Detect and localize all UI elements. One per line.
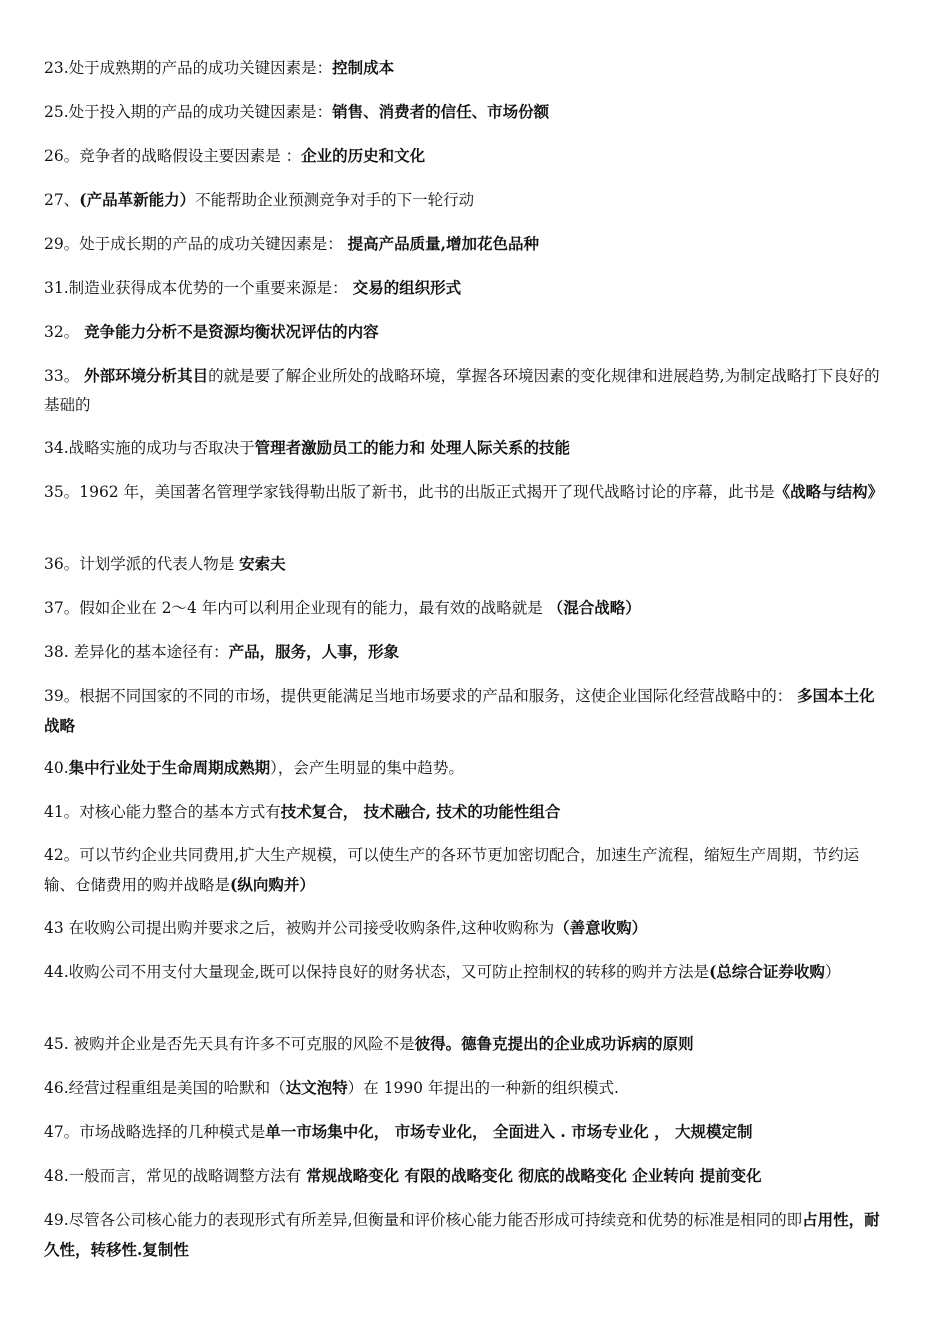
question-text: 26。竞争者的战略假设主要因素是 ： (44, 147, 302, 165)
question-text: 41。对核心能力整合的基本方式有 (44, 803, 281, 821)
answer-text: 交易的组织形式 (352, 278, 462, 297)
question-item (44, 957, 884, 987)
answer-text: 外部环境分析其目 (84, 366, 209, 385)
answer-text: (总综合证券收购 (709, 962, 825, 981)
question-text: 34.战略实施的成功与否取决于 (44, 439, 255, 457)
answer-text: (纵向购并） (230, 875, 315, 894)
question-text: 31.制造业获得成本优势的一个重要来源是： (44, 279, 353, 297)
question-text: 37。假如企业在 2～4 年内可以利用企业现有的能力，最有效的战略就是 (44, 599, 548, 617)
answer-text: 销售、消费者的信任、市场份额 (332, 102, 550, 121)
question-tail: 的就是要了解企业所处的战略环境，掌握各环境因素的变化规律和进展趋势,为制定战略打下良好的基础的 (44, 367, 880, 414)
question-tail: ）在 1990 年提出的一种新的组织模式. (347, 1079, 619, 1097)
question-tail: 不能帮助企业预测竞争对手的下一轮行动 (195, 191, 475, 209)
question-text: 23.处于成熟期的产品的成功关键因素是： (44, 59, 333, 77)
question-text: 49.尽管各公司核心能力的表现形式有所差异,但衡量和评价核心能力能否形成可持续竞和优势的标准是相同的即 (44, 1211, 803, 1229)
answer-text: 管理者激励员工的能力和 处理人际关系的技能 (254, 438, 571, 457)
answer-text: 占用性，耐久性，转移性.复制性 (44, 1210, 880, 1259)
question-item (44, 593, 884, 623)
question-tail: ），会产生明显的集中趋势。 (270, 759, 464, 777)
question-item (44, 1117, 884, 1147)
question-text: 44.收购公司不用支付大量现金,既可以保持良好的财务状态，又可防止控制权的转移的购并方法是 (44, 963, 710, 981)
answer-text: （善意收购） (554, 918, 648, 937)
answer-text: 单一市场集中化， 市场专业化， 全面进入 . 市场专业化 ， 大规模定制 (265, 1122, 753, 1141)
question-item (44, 1161, 884, 1191)
answer-text: 常规战略变化 有限的战略变化 彻底的战略变化 企业转向 提前变化 (306, 1166, 762, 1185)
answer-text: 技术复合， 技术融合, 技术的功能性组合 (280, 802, 561, 821)
question-item (44, 841, 884, 900)
question-item (44, 1029, 884, 1059)
question-item (44, 229, 884, 259)
question-item (44, 273, 884, 303)
question-text: 45. 被购并企业是否先天具有许多不可克服的风险不是 (44, 1035, 415, 1053)
question-text: 27、 (44, 191, 80, 209)
question-item (44, 637, 884, 667)
question-item (44, 53, 884, 83)
answer-text: 《战略与结构》 (774, 482, 884, 501)
answer-text: 产品，服务，人事，形象 (228, 642, 400, 661)
question-item (44, 797, 884, 827)
question-text: 48.一般而言，常见的战略调整方法有 (44, 1167, 307, 1185)
question-text: 42。可以节约企业共同费用,扩大生产规模，可以使生产的各环节更加密切配合，加速生产流程，缩短生产周期，节约运输、仓储费用的购并战略是 (44, 846, 860, 894)
question-item (44, 753, 884, 783)
question-item (44, 681, 884, 741)
answer-text: 控制成本 (332, 58, 395, 77)
question-item (44, 361, 884, 420)
question-text: 43 在收购公司提出购并要求之后，被购并公司接受收购条件,这种收购称为 (44, 919, 555, 937)
question-item (44, 1205, 884, 1265)
answer-text: 多国本土化战略 (44, 686, 875, 735)
question-text: 47。市场战略选择的几种模式是 (44, 1123, 266, 1141)
question-item (44, 97, 884, 127)
question-item (44, 549, 884, 579)
question-text: 25.处于投入期的产品的成功关键因素是： (44, 103, 333, 121)
question-text: 38. 差异化的基本途径有： (44, 643, 229, 661)
answer-text: 企业的历史和文化 (301, 146, 426, 165)
answer-text: 竞争能力分析不是资源均衡状况评估的内容 (84, 322, 379, 341)
question-item (44, 433, 884, 463)
question-text: 32。 (44, 323, 85, 341)
answer-text: 达文泡特 (285, 1078, 348, 1097)
answer-text: 提高产品质量,增加花色品种 (347, 234, 540, 253)
answer-text: 安索夫 (239, 554, 286, 573)
question-text: 46.经营过程重组是美国的哈默和（ (44, 1079, 286, 1097)
question-item (44, 317, 884, 347)
question-item (44, 1073, 884, 1103)
question-text: 29。处于成长期的产品的成功关键因素是： (44, 235, 348, 253)
answer-text: （混合战略） (547, 598, 641, 617)
question-text: 40. (44, 759, 69, 777)
question-item (44, 477, 884, 507)
answer-text: 集中行业处于生命周期成熟期 (68, 758, 271, 777)
question-item (44, 185, 884, 215)
question-item (44, 913, 884, 943)
question-text: 35。1962 年，美国著名管理学家钱得勒出版了新书，此书的出版正式揭开了现代战略讨论的序幕，此书是 (44, 483, 775, 501)
answer-text: (产品革新能力） (79, 190, 196, 209)
question-text: 36。计划学派的代表人物是 (44, 555, 240, 573)
question-text: 39。根据不同国家的不同的市场，提供更能满足当地市场要求的产品和服务，这使企业国际化经营战略中的： (44, 687, 798, 705)
answer-text: 彼得。德鲁克提出的企业成功诉病的原则 (414, 1034, 694, 1053)
question-item (44, 141, 884, 171)
question-text: 33。 (44, 367, 85, 385)
question-tail: ） (824, 963, 841, 981)
